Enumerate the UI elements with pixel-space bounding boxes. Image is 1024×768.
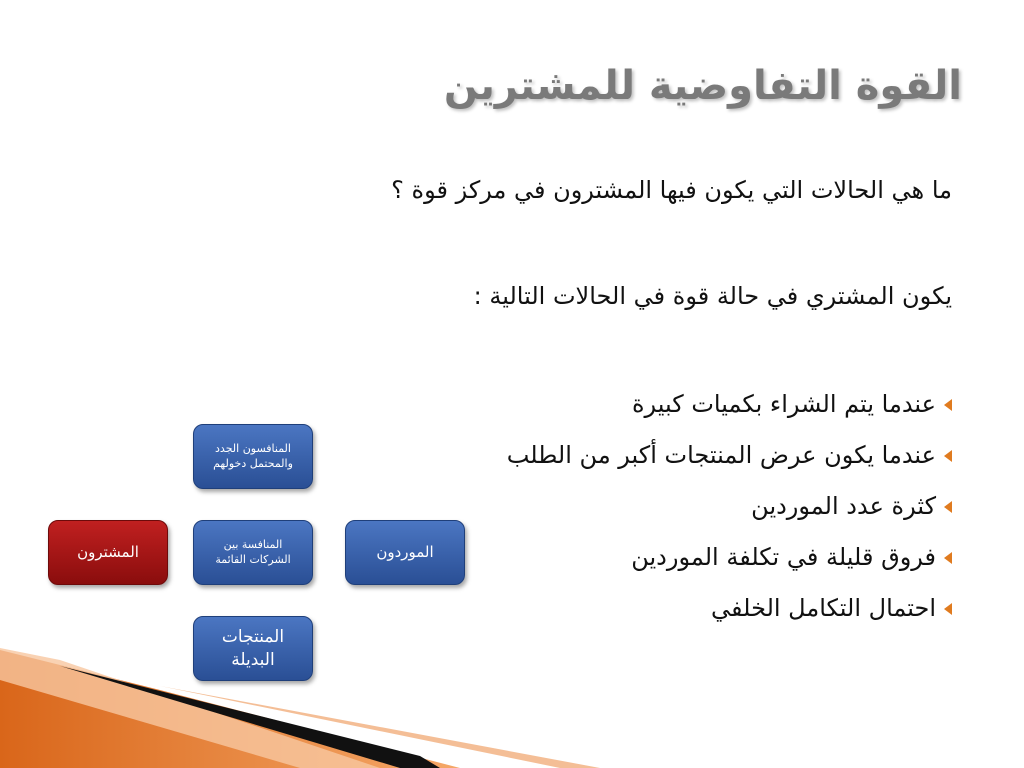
bullet-arrow-icon [944,501,952,513]
list-item: فروق قليلة في تكلفة الموردين [507,539,952,590]
bullet-arrow-icon [944,552,952,564]
slide-title: القوة التفاوضية للمشترين [443,63,962,109]
bullet-list [507,386,952,641]
bullet-arrow-icon [944,603,952,615]
bullet-arrow-icon [944,399,952,411]
bullet-arrow-icon [944,450,952,462]
question-text: ما هي الحالات التي يكون فيها المشترون في مركز قوة ؟ [391,176,952,204]
new-entrants-box: المنافسون الجدد والمحتمل دخولهم [193,424,313,489]
substitutes-box: المنتجات البديلة [193,616,313,681]
suppliers-box: الموردون [345,520,465,585]
rivalry-box: المنافسة بين الشركات القائمة [193,520,313,585]
list-item: عندما يتم الشراء بكميات كبيرة [507,386,952,437]
list-item: عندما يكون عرض المنتجات أكبر من الطلب [507,437,952,488]
list-item: احتمال التكامل الخلفي [507,590,952,641]
list-item: كثرة عدد الموردين [507,488,952,539]
buyers-box: المشترون [48,520,168,585]
intro-text: يكون المشتري في حالة قوة في الحالات التالية : [473,282,952,310]
